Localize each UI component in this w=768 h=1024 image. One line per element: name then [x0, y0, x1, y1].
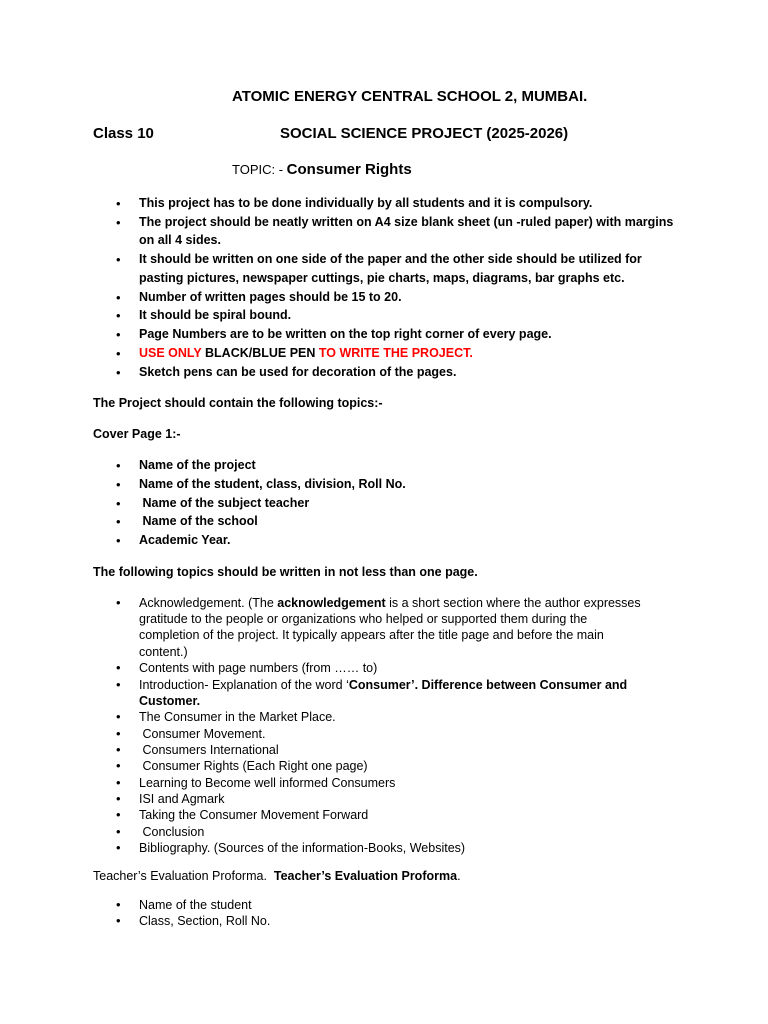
- topic-item: The Consumer in the Market Place.: [139, 710, 336, 724]
- pen-rule: [139, 344, 473, 363]
- bullet-icon: •: [116, 215, 121, 230]
- cover-heading: Cover Page 1:-: [93, 427, 181, 441]
- ack-keyword: acknowledgement: [277, 596, 386, 610]
- bullet-icon: •: [116, 660, 121, 675]
- pages-heading: The following topics should be written in not less than one page.: [93, 565, 478, 579]
- cover-item: Academic Year.: [139, 533, 231, 547]
- bullet-icon: •: [116, 252, 121, 267]
- evaluation-item: Class, Section, Roll No.: [139, 914, 271, 928]
- evaluation-heading: [93, 869, 461, 883]
- bullet-icon: •: [116, 308, 121, 323]
- pen-rule-part1: USE ONLY: [139, 346, 205, 360]
- topics-heading: The Project should contain the following topics:-: [93, 396, 383, 410]
- topic-item: Consumer Movement.: [139, 727, 266, 741]
- topic-item: ISI and Agmark: [139, 792, 225, 806]
- bullet-icon: •: [116, 677, 121, 692]
- pen-rule-part3: TO WRITE THE PROJECT.: [315, 346, 473, 360]
- bullet-icon: •: [116, 458, 121, 473]
- evaluation-bold: Teacher’s Evaluation Proforma: [273, 869, 458, 883]
- bullet-icon: •: [116, 758, 121, 773]
- instruction-item-continued: pasting pictures, newspaper cuttings, pie charts, maps, diagrams, bar graphs etc.: [139, 271, 625, 285]
- bullet-icon: •: [116, 726, 121, 741]
- instruction-item: This project has to be done individually by all students and it is compulsory.: [139, 196, 593, 210]
- topic-item: Bibliography. (Sources of the information-Books, Websites): [139, 841, 466, 855]
- evaluation-item: Name of the student: [139, 898, 252, 912]
- ack-line-3: completion of the project. It typically appears after the title page and before the main: [139, 628, 604, 642]
- bullet-icon: •: [116, 533, 121, 548]
- bullet-icon: •: [116, 346, 121, 361]
- bullet-icon: •: [116, 807, 121, 822]
- instruction-item: It should be written on one side of the paper and the other side should be utilized for: [139, 252, 642, 266]
- evaluation-text: Teacher’s Evaluation Proforma.: [93, 869, 274, 883]
- ack-text-rest: is a short section where the author expresses: [385, 596, 641, 610]
- bullet-icon: •: [116, 477, 121, 492]
- cover-item: Name of the student, class, division, Roll No.: [139, 477, 406, 491]
- intro-line-2: Customer.: [139, 694, 201, 708]
- instruction-item-continued: on all 4 sides.: [139, 233, 221, 247]
- cover-item: Name of the school: [139, 514, 258, 528]
- bullet-icon: •: [116, 840, 121, 855]
- bullet-icon: •: [116, 709, 121, 724]
- pen-rule-part2: BLACK/BLUE PEN: [205, 346, 316, 360]
- bullet-icon: •: [116, 196, 121, 211]
- ack-line-4: content.): [139, 645, 188, 659]
- bullet-icon: •: [116, 290, 121, 305]
- instruction-item: Sketch pens can be used for decoration of the pages.: [139, 365, 457, 379]
- school-name: ATOMIC ENERGY CENTRAL SCHOOL 2, MUMBAI.: [232, 88, 588, 105]
- topic-item: Consumer Rights (Each Right one page): [139, 759, 368, 773]
- topic-item: Taking the Consumer Movement Forward: [139, 808, 369, 822]
- cover-item: Name of the subject teacher: [139, 496, 310, 510]
- topic-item: Contents with page numbers (from …… to): [139, 661, 378, 675]
- bullet-icon: •: [116, 595, 121, 610]
- ack-line-2: gratitude to the people or organizations who helped or supported them during the: [139, 612, 588, 626]
- intro-text: Introduction- Explanation of the word ‘: [139, 678, 349, 692]
- topic-line: [232, 161, 412, 178]
- bullet-icon: •: [116, 742, 121, 757]
- project-title: SOCIAL SCIENCE PROJECT (2025-2026): [280, 125, 569, 142]
- ack-line-1: [139, 595, 641, 612]
- bullet-icon: •: [116, 913, 121, 928]
- intro-line-1: [139, 677, 627, 694]
- bullet-icon: •: [116, 514, 121, 529]
- bullet-icon: •: [116, 775, 121, 790]
- cover-item: Name of the project: [139, 458, 256, 472]
- bullet-icon: •: [116, 791, 121, 806]
- topic-item: Conclusion: [139, 825, 205, 839]
- bullet-icon: •: [116, 897, 121, 912]
- topic-prefix: TOPIC: -: [232, 162, 287, 177]
- bullet-icon: •: [116, 365, 121, 380]
- instruction-item: It should be spiral bound.: [139, 308, 292, 322]
- bullet-icon: •: [116, 824, 121, 839]
- topic-name: Consumer Rights: [286, 161, 412, 178]
- bullet-icon: •: [116, 327, 121, 342]
- topic-item: Consumers International: [139, 743, 279, 757]
- ack-text: Acknowledgement. (The: [139, 596, 278, 610]
- instruction-item: Number of written pages should be 15 to 20.: [139, 290, 402, 304]
- instruction-item: The project should be neatly written on A4 size blank sheet (un -ruled paper) with margins: [139, 215, 674, 229]
- intro-bold: Consumer’. Difference between Consumer and: [348, 678, 628, 692]
- bullet-icon: •: [116, 496, 121, 511]
- class-label: Class 10: [93, 125, 154, 142]
- evaluation-end: .: [457, 869, 461, 883]
- instruction-item: Page Numbers are to be written on the top right corner of every page.: [139, 327, 552, 341]
- topic-item: Learning to Become well informed Consumers: [139, 776, 396, 790]
